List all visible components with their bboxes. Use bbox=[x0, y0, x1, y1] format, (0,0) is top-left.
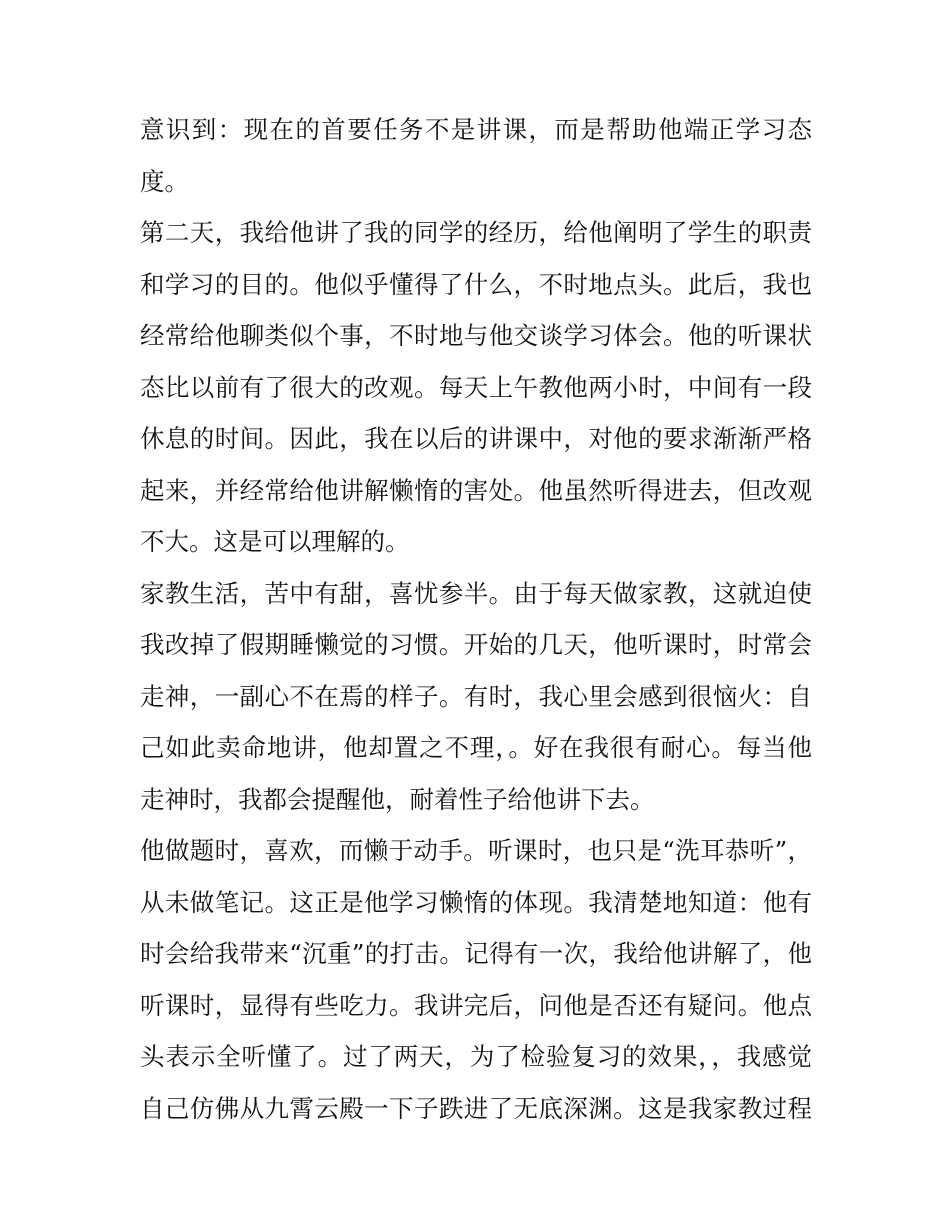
body-text bbox=[140, 104, 812, 1134]
text-line: 休息的时间。因此，我在以后的讲课中，对他的要求渐渐严格 bbox=[140, 424, 812, 453]
text-line: 起来，并经常给他讲解懒惰的害处。他虽然听得进去，但改观 bbox=[140, 475, 812, 505]
text-line: 时会给我带来“沉重”的打击。记得有一次，我给他讲解了，他 bbox=[140, 939, 812, 968]
text-line: 头表示全听懂了。过了两天，为了检验复习的效果，，我感觉 bbox=[140, 1042, 812, 1071]
text-line: 自己仿佛从九霄云殿一下子跌进了无底深渊。这是我家教过程 bbox=[140, 1093, 812, 1123]
text-line: 从未做笔记。这正是他学习懒惰的体现。我清楚地知道：他有 bbox=[140, 887, 812, 917]
text-line: 走神时，我都会提醒他，耐着性子给他讲下去。 bbox=[140, 784, 655, 814]
text-line: 度。 bbox=[140, 166, 189, 196]
text-line: 不大。这是可以理解的。 bbox=[140, 527, 410, 556]
text-line: 他做题时，喜欢，而懒于动手。听课时，也只是“洗耳恭听”， bbox=[140, 836, 812, 865]
text-line: 和学习的目的。他似乎懂得了什么，不时地点头。此后，我也 bbox=[140, 269, 812, 299]
text-line: 己如此卖命地讲，他却置之不理，。好在我很有耐心。每当他 bbox=[140, 733, 812, 762]
text-line: 态比以前有了很大的改观。每天上午教他两小时，中间有一段 bbox=[140, 372, 812, 402]
text-line: 经常给他聊类似个事，不时地与他交谈学习体会。他的听课状 bbox=[140, 321, 812, 350]
text-line: 家教生活，苦中有甜，喜忧参半。由于每天做家教，这就迫使 bbox=[140, 578, 812, 608]
text-line: 意识到：现在的首要任务不是讲课，而是帮助他端正学习态 bbox=[140, 115, 812, 144]
text-line: 走神，一副心不在焉的样子。有时，我心里会感到很恼火：自 bbox=[140, 681, 812, 711]
text-line: 听课时，显得有些吃力。我讲完后，问他是否还有疑问。他点 bbox=[140, 990, 812, 1020]
text-line: 第二天，我给他讲了我的同学的经历，给他阐明了学生的职责 bbox=[140, 218, 812, 247]
text-line: 我改掉了假期睡懒觉的习惯。开始的几天，他听课时，时常会 bbox=[140, 630, 812, 659]
